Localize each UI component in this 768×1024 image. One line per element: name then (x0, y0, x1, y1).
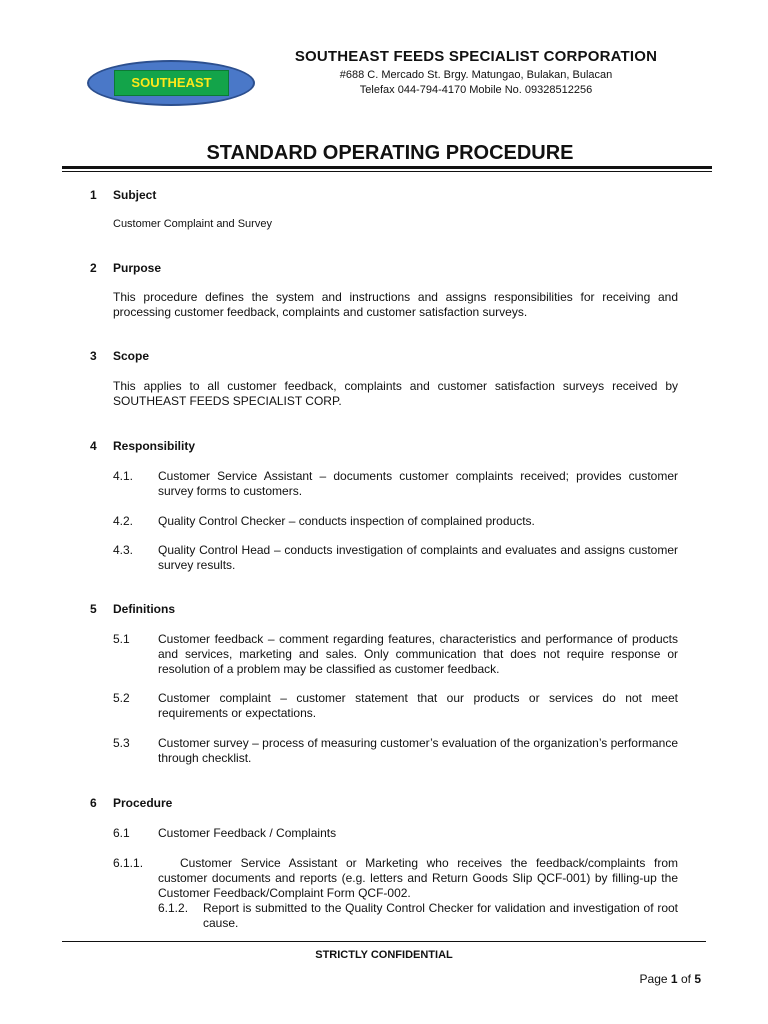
section-title-procedure: Procedure (113, 796, 173, 810)
section-number: 3 (90, 349, 97, 363)
purpose-text: This procedure defines the system and instructions and assigns responsibilities for receiving and processing customer feedback, complaints and customer satisfaction surveys. (113, 290, 678, 319)
page-total: 5 (694, 972, 701, 986)
section-number: 2 (90, 261, 97, 275)
company-logo (87, 60, 255, 106)
page-of: of (680, 972, 691, 986)
item-number: 4.1. (113, 469, 134, 483)
company-address: #688 C. Mercado St. Brgy. Matungao, Bulakan, Bulacan (339, 69, 613, 81)
item-number: 6.1.2. (158, 901, 189, 915)
responsibility-item: Quality Control Head – conducts investigation of complaints and evaluates and assigns customer survey results. (158, 543, 678, 572)
subject-text: Customer Complaint and Survey (113, 218, 272, 230)
item-number: 6.1.1. (113, 856, 144, 870)
item-number: 5.3 (113, 736, 130, 750)
item-number: 6.1 (113, 826, 130, 840)
page-number (640, 972, 701, 986)
responsibility-item: Quality Control Checker – conducts inspection of complained products. (158, 514, 535, 528)
footer-rule (62, 941, 706, 942)
logo-text: SOUTHEAST (114, 70, 229, 96)
definition-item: Customer survey – process of measuring customer’s evaluation of the organization’s performance through checklist. (158, 736, 678, 765)
item-number: 5.2 (113, 691, 130, 705)
section-number: 5 (90, 602, 97, 616)
item-number: 4.2. (113, 514, 134, 528)
definition-item: Customer feedback – comment regarding features, characteristics and performance of products and services, marketing and sales. Only communication that does not require response or resolution of a problem may be classified as customer feedback. (158, 632, 678, 676)
procedure-step: Report is submitted to the Quality Control Checker for validation and investigation of root cause. (203, 901, 678, 930)
section-title-responsibility: Responsibility (113, 439, 196, 453)
company-name: SOUTHEAST FEEDS SPECIALIST CORPORATION (294, 48, 658, 65)
company-contact: Telefax 044-794-4170 Mobile No. 09328512256 (359, 84, 593, 96)
section-title-scope: Scope (113, 349, 150, 363)
item-number: 5.1 (113, 632, 130, 646)
procedure-step: Customer Service Assistant or Marketing who receives the feedback/complaints from customer documents and reports (e.g. letters and Return Goods Slip QCF-001) by filling-up the Customer Feedback/Complaint Form QCF-002. (158, 856, 678, 900)
scope-text: This applies to all customer feedback, complaints and customer satisfaction surveys received by SOUTHEAST FEEDS SPECIALIST CORP. (113, 379, 678, 408)
section-number: 1 (90, 188, 97, 202)
section-title-subject: Subject (113, 188, 157, 202)
section-number: 4 (90, 439, 97, 453)
title-rule-thick (62, 166, 712, 169)
section-title-purpose: Purpose (113, 261, 162, 275)
section-title-definitions: Definitions (113, 602, 175, 616)
item-number: 4.3. (113, 543, 134, 557)
section-number: 6 (90, 796, 97, 810)
responsibility-item: Customer Service Assistant – documents customer complaints received; provides customer survey forms to customers. (158, 469, 678, 498)
page-label: Page (639, 972, 668, 986)
page-current: 1 (670, 972, 678, 986)
definition-item: Customer complaint – customer statement that our products or services do not meet requirements or expectations. (158, 691, 678, 720)
title-rule-thin (62, 171, 712, 172)
procedure-subtitle: Customer Feedback / Complaints (158, 826, 337, 840)
document-title: STANDARD OPERATING PROCEDURE (206, 142, 574, 164)
confidentiality-notice: STRICTLY CONFIDENTIAL (315, 949, 453, 961)
